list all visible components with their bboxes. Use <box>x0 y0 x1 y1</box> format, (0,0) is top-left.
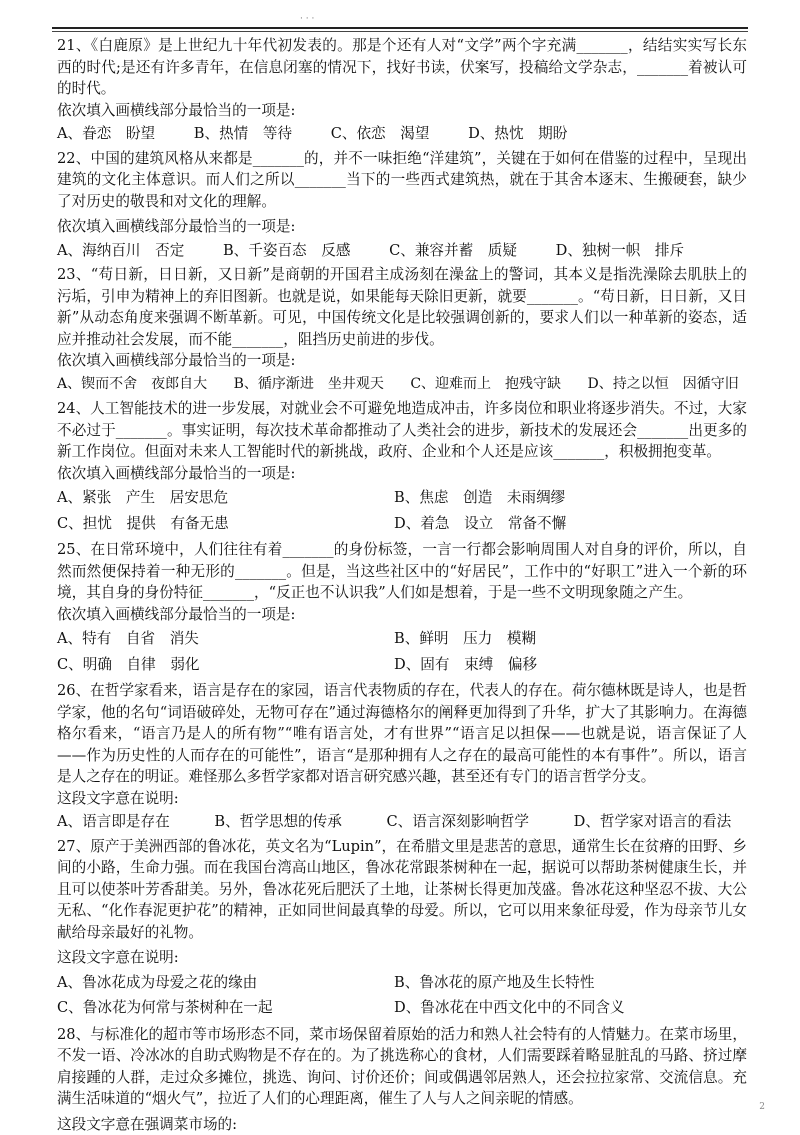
question-26-options <box>57 811 747 833</box>
option-b: B、千姿百态 反感 <box>223 240 350 262</box>
option-d: D、独树一帜 排斥 <box>556 240 684 262</box>
header-mark: · · · <box>300 14 314 24</box>
header-rule <box>52 27 748 29</box>
question-22-options <box>57 240 747 262</box>
question-27-options <box>57 971 747 1022</box>
question-25-prompt: 依次填入画横线部分最恰当的一项是: <box>57 604 747 626</box>
question-22-prompt: 依次填入画横线部分最恰当的一项是: <box>57 216 747 238</box>
option-a: A、紧张 产生 居安思危 <box>57 487 394 509</box>
question-25-text: 25、在日常环境中，人们往往有着_______的身份标签，一言一行都会影响周围人对自身的评价，所以，自然而然便保持着一种无形的_______。但是，当这些社区中的“好居民”，工作中的“好职工”进入一个新的环境，其自身的身份特征_______，“反正也不认识我”人们如是想着，于是一些不文明现象随之产生。 <box>57 539 747 604</box>
question-27-prompt: 这段文字意在说明: <box>57 947 747 969</box>
question-25-options <box>57 627 747 678</box>
option-a: A、眷恋 盼望 <box>57 123 155 145</box>
question-24-options <box>57 486 747 537</box>
option-c: C、依恋 渴望 <box>331 123 430 145</box>
option-a: A、语言即是存在 <box>57 811 170 833</box>
option-d: D、鲁冰花在中西文化中的不同含义 <box>394 997 731 1019</box>
question-28-text: 28、与标准化的超市等市场形态不同，菜市场保留着原始的活力和熟人社会特有的人情魅力。在菜市场里，不发一语、冷冰冰的自助式购物是不存在的。为了挑选称心的食材，人们需要踩着略显脏乱的马路、挤过摩肩接踵的人群，走过众多摊位，挑选、询问、讨价还价；间或偶遇邻居熟人，还会拉拉家常、交流信息。充满生活味道的“烟火气”，拉近了人们的心理距离，催生了人与人之间亲昵的情感。 <box>57 1024 747 1110</box>
option-b: B、循序渐进 坐井观天 <box>234 374 384 396</box>
option-c: C、明确 自律 弱化 <box>57 654 394 676</box>
option-c: C、迎难而上 抱残守缺 <box>410 374 561 396</box>
option-d: D、热忱 期盼 <box>468 123 567 145</box>
option-d: D、哲学家对语言的看法 <box>574 811 732 833</box>
question-23-options <box>57 374 747 396</box>
question-list <box>57 35 747 1135</box>
option-b: B、热情 等待 <box>194 123 292 145</box>
question-26-prompt: 这段文字意在说明: <box>57 788 747 810</box>
option-c: C、担忧 提供 有备无患 <box>57 513 394 535</box>
option-c: C、兼容并蓄 质疑 <box>389 240 517 262</box>
question-23-text: 23、“苟日新，日日新，又日新”是商朝的开国君主成汤刻在澡盆上的警词，其本义是指洗澡除去肌肤上的污垢，引申为精神上的弃旧图新。也就是说，如果能每天除旧更新，就要_______。“苟日新，日日新，又日新”从动态角度来强调不断革新。可见，中国传统文化是比较强调创新的，要求人们以一种革新的姿态，适应并推动社会发展，而不能_______，阻挡历史前进的步伐。 <box>57 264 747 350</box>
option-c: C、语言深刻影响哲学 <box>386 811 529 833</box>
option-a: A、鲁冰花成为母爱之花的缘由 <box>57 972 394 994</box>
question-26-text: 26、在哲学家看来，语言是存在的家园，语言代表物质的存在，代表人的存在。荷尔德林既是诗人，也是哲学家，他的名句“词语破碎处，无物可存在”通过海德格尔的阐释更加得到了升华，扩大了其影响力。在海德格尔看来，“语言乃是人的所有物”“唯有语言处，才有世界”“语言足以担保——也就是说，语言保证了人——作为历史性的人而存在的可能性”，语言“是那种拥有人之存在的最高可能性的本有事件”。所以，语言是人之存在的明证。难怪那么多哲学家都对语言研究感兴趣，甚至还有专门的语言哲学分支。 <box>57 680 747 788</box>
option-a: A、特有 自省 消失 <box>57 628 394 650</box>
option-b: B、哲学思想的传承 <box>214 811 341 833</box>
question-22-text: 22、中国的建筑风格从来都是_______的，并不一味拒绝“洋建筑”，关键在于如何在借鉴的过程中，呈现出建筑的文化主体意识。而人们之所以_______当下的一些西式建筑热，就在于其舍本逐末、生搬硬套，缺少了对历史的敬畏和对文化的理解。 <box>57 148 747 213</box>
option-d: D、固有 束缚 偏移 <box>394 654 731 676</box>
option-b: B、焦虑 创造 未雨绸缪 <box>394 487 731 509</box>
question-21-text: 21、《白鹿原》是上世纪九十年代初发表的。那是个还有人对“文学”两个字充满_______，结结实实写长东西的时代;是还有许多青年，在信息闭塞的情况下，找好书读，伏案写，投稿给文学杂志，_______着被认可的时代。 <box>57 35 747 100</box>
option-b: B、鲁冰花的原产地及生长特性 <box>394 972 731 994</box>
question-21-options <box>57 123 747 145</box>
option-d: D、着急 设立 常备不懈 <box>394 513 731 535</box>
option-a: A、锲而不舍 夜郎自大 <box>57 374 207 396</box>
question-27-text: 27、原产于美洲西部的鲁冰花，英文名为“Lupin”，在希腊文里是悲苦的意思，通常生长在贫瘠的田野、乡间的小路，生命力强。而在我国台湾高山地区，鲁冰花常跟茶树种在一起，据说可以帮助茶树健康生长，并且可以使茶叶芳香甜美。另外，鲁冰花死后肥沃了土地，让茶树长得更加茂盛。鲁冰花这种坚忍不拔、大公无私、“化作春泥更护花”的精神，正如同世间最真挚的母爱。所以，它可以用来象征母爱，作为母亲节儿女献给母亲最好的礼物。 <box>57 836 747 944</box>
option-d: D、持之以恒 因循守旧 <box>588 374 739 396</box>
option-c: C、鲁冰花为何常与茶树种在一起 <box>57 997 394 1019</box>
option-b: B、鲜明 压力 模糊 <box>394 628 731 650</box>
question-24-prompt: 依次填入画横线部分最恰当的一项是: <box>57 463 747 485</box>
option-a: A、海纳百川 否定 <box>57 240 184 262</box>
question-21-prompt: 依次填入画横线部分最恰当的一项是: <box>57 100 747 122</box>
page-number: 2 <box>759 1102 765 1112</box>
question-23-prompt: 依次填入画横线部分最恰当的一项是: <box>57 350 747 372</box>
header-rule-thin <box>52 31 748 32</box>
question-28-prompt: 这段文字意在强调菜市场的: <box>57 1114 747 1135</box>
question-24-text: 24、人工智能技术的进一步发展，对就业会不可避免地造成冲击，许多岗位和职业将逐步消失。不过，大家不必过于_______。事实证明，每次技术革命都推动了人类社会的进步，新技术的发展还会_______出更多的新工作岗位。但面对未来人工智能时代的新挑战，政府、企业和个人还是应该_______，积极拥抱变革。 <box>57 398 747 463</box>
